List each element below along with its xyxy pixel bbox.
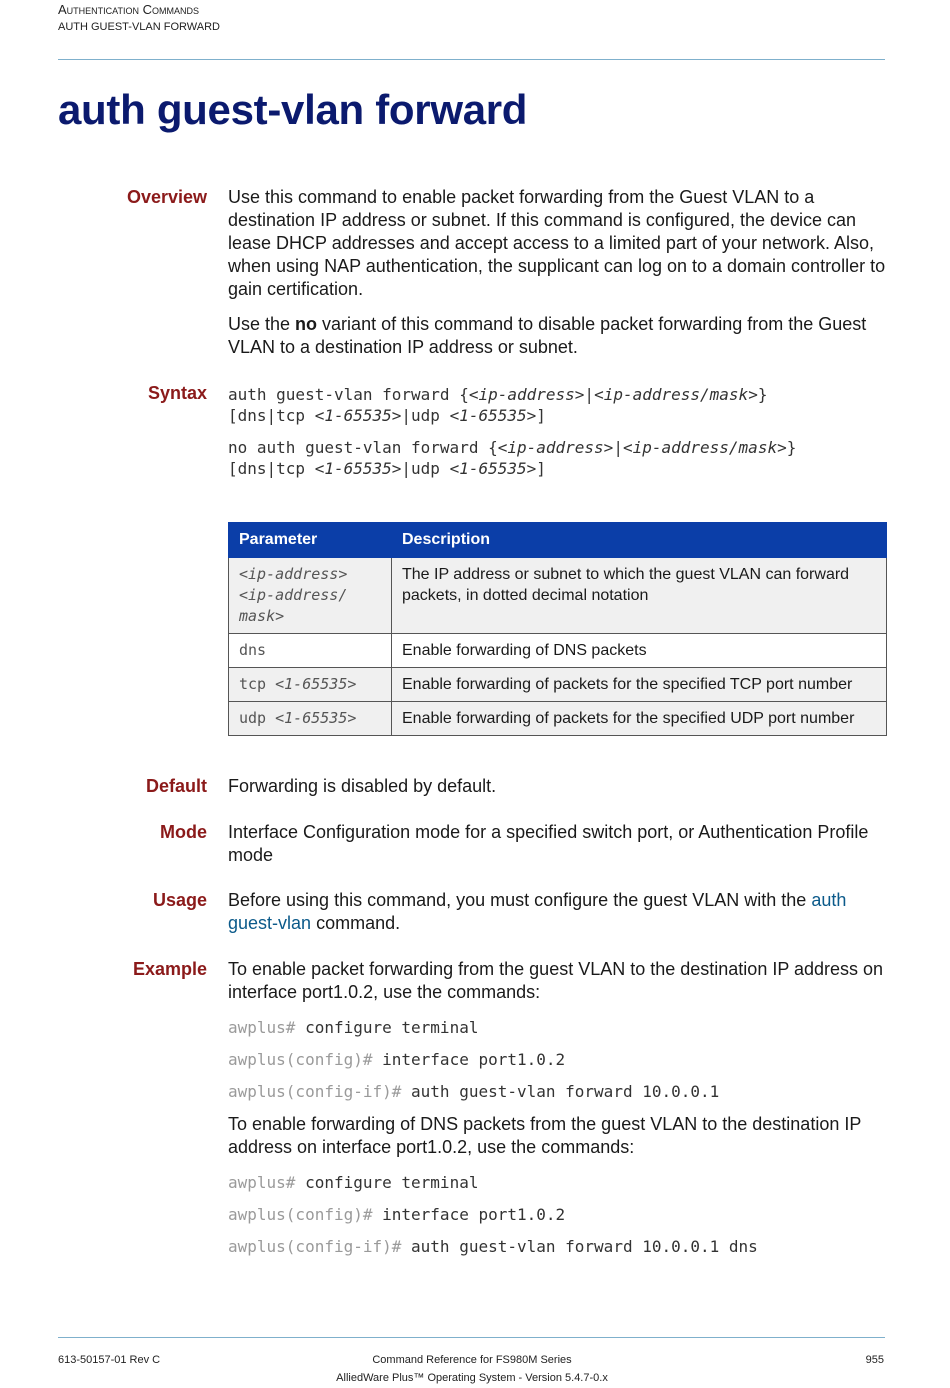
usage-label: Usage (152, 890, 207, 910)
no-keyword: no (295, 314, 318, 334)
param-cell: tcp <1-65535> (229, 668, 392, 702)
example-intro-1: To enable packet forwarding from the guest VLAN to the destination IP address on interface port1.0.2, use the commands: (228, 959, 884, 1002)
example-intro-2: To enable forwarding of DNS packets from the guest VLAN to the destination IP address on interface port1.0.2, use the commands: (228, 1114, 862, 1157)
column-header-parameter: Parameter (229, 523, 392, 558)
footer-ref-title: Command Reference for FS980M Series (372, 1354, 572, 1366)
footer-page-number: 955 (865, 1354, 884, 1366)
cli-line: awplus(config-if)# auth guest-vlan forward 10.0.0.1 dns (228, 1237, 758, 1256)
cli-line: awplus# configure terminal (228, 1018, 479, 1037)
desc-cell: The IP address or subnet to which the guest VLAN can forward packets, in dotted decimal notation (392, 558, 887, 634)
mode-text: Interface Configuration mode for a specified switch port, or Authentication Profile mode (228, 822, 869, 865)
overview-paragraph-2 (228, 313, 888, 359)
desc-cell: Enable forwarding of DNS packets (392, 634, 887, 668)
table-row (229, 702, 887, 736)
syntax-line-2: no auth guest-vlan forward {<ip-address>|<ip-address/mask>} [dns|tcp <1-65535>|udp <1-65535>] (228, 438, 797, 478)
example-label: Example (132, 959, 207, 979)
usage-before: Before using this command, you must configure the guest VLAN with the (228, 890, 812, 910)
default-label: Default (145, 776, 207, 796)
table-row (229, 634, 887, 668)
overview-text (228, 186, 888, 359)
table-row (229, 668, 887, 702)
cli-line: awplus# configure terminal (228, 1173, 479, 1192)
page-title: auth guest-vlan forward (58, 86, 528, 133)
column-header-description: Description (392, 523, 887, 558)
header-section: Authentication Commands (58, 2, 199, 17)
parameter-table (228, 522, 887, 736)
usage-after: command. (311, 913, 401, 933)
overview-label: Overview (126, 187, 207, 207)
cli-line: awplus(config-if)# auth guest-vlan forward 10.0.0.1 (228, 1082, 720, 1101)
syntax-label: Syntax (147, 383, 207, 403)
running-header (58, 2, 220, 36)
overview-p2-after: variant of this command to disable packet forwarding from the Guest VLAN to a destination IP address or subnet. (228, 314, 867, 357)
header-command: AUTH GUEST-VLAN FORWARD (58, 21, 220, 33)
cli-line: awplus(config)# interface port1.0.2 (228, 1205, 566, 1224)
header-rule (58, 59, 885, 60)
usage-text (228, 889, 888, 935)
param-cell: udp <1-65535> (229, 702, 392, 736)
table-header-row (229, 523, 887, 558)
param-cell: <ip-address> <ip-address/ mask> (229, 558, 392, 634)
footer-rule (58, 1337, 885, 1338)
table-row (229, 558, 887, 634)
cli-line: awplus(config)# interface port1.0.2 (228, 1050, 566, 1069)
desc-cell: Enable forwarding of packets for the specified UDP port number (392, 702, 887, 736)
footer-os-version: AlliedWare Plus™ Operating System - Version 5.4.7-0.x (336, 1372, 608, 1384)
auth-guest-vlan-link[interactable]: auth guest-vlan (228, 890, 847, 933)
syntax-line-1: auth guest-vlan forward {<ip-address>|<ip-address/mask>} [dns|tcp <1-65535>|udp <1-65535>] (228, 385, 768, 425)
desc-cell: Enable forwarding of packets for the specified TCP port number (392, 668, 887, 702)
mode-label: Mode (160, 822, 207, 842)
default-text: Forwarding is disabled by default. (228, 776, 497, 796)
overview-paragraph-1: Use this command to enable packet forwarding from the Guest VLAN to a destination IP address or subnet. If this command is configured, the device can lease DHCP addresses and accept access to a limited part of your network. Also, when using NAP authentication, the supplicant can log on to a domain controller to gain certification. (228, 187, 886, 299)
param-cell: dns (229, 634, 392, 668)
footer-doc-id: 613-50157-01 Rev C (58, 1354, 161, 1366)
overview-p2-before: Use the (228, 314, 296, 334)
